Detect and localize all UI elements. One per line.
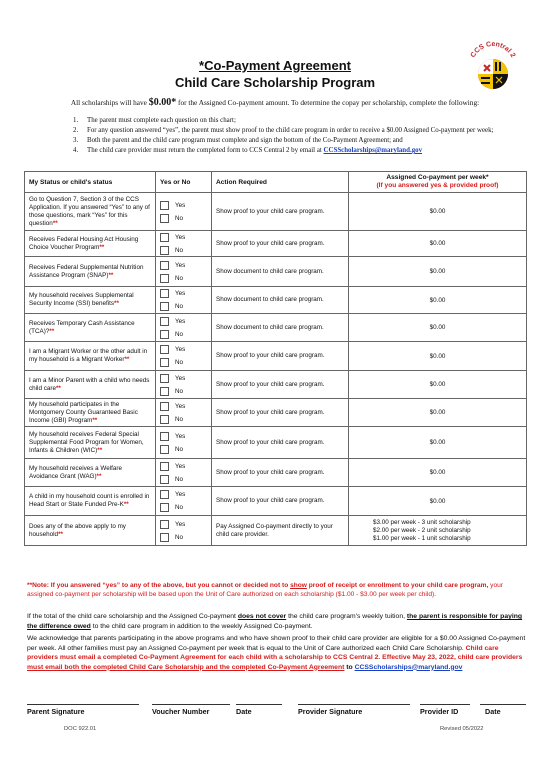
no-checkbox[interactable] — [160, 445, 169, 454]
copay-tier: $3.00 per week - 3 unit scholarship — [373, 518, 471, 526]
date-label-1: Date — [236, 707, 252, 716]
doc-number: DOC 922.01 — [64, 726, 97, 732]
status-question: A child in my household count is enrolled in Head Start or State Funded Pre-K** — [25, 487, 156, 516]
no-checkbox[interactable] — [160, 214, 169, 223]
action-required: Show proof to your child care program. — [212, 193, 349, 231]
table-row — [25, 399, 527, 427]
yes-checkbox[interactable] — [160, 201, 169, 210]
copay-tier: $1.00 per week - 1 unit scholarship — [373, 534, 471, 542]
header-action: Action Required — [212, 172, 349, 193]
step-1: 1. The parent must complete each question on this chart; — [73, 117, 236, 124]
no-option[interactable] — [160, 503, 207, 513]
no-option[interactable] — [160, 474, 207, 484]
yes-no-cell — [156, 487, 212, 516]
yes-label: Yes — [175, 432, 186, 440]
no-checkbox[interactable] — [160, 415, 169, 424]
action-required: Show document to child care program. — [212, 287, 349, 314]
status-question: Go to Question 7, Section 3 of the CCS Application. If you answered “Yes” to any of those questions, mark “Yes” for this question** — [25, 193, 156, 231]
action-required: Show document to child care program. — [212, 257, 349, 287]
status-question: My household participates in the Montgomery County Guaranteed Basic Income (GBI) Program** — [25, 399, 156, 427]
yes-no-cell — [156, 516, 212, 546]
yes-option[interactable] — [160, 490, 207, 500]
action-required: Show proof to your child care program. — [212, 459, 349, 487]
yes-no-cell — [156, 314, 212, 342]
action-required: Show proof to your child care program. — [212, 487, 349, 516]
yes-checkbox[interactable] — [160, 233, 169, 242]
table-header-row — [25, 172, 527, 193]
copay-amount: $0.00 — [349, 487, 527, 516]
yes-checkbox[interactable] — [160, 374, 169, 383]
copay-amount: $0.00 — [349, 371, 527, 399]
table-row — [25, 314, 527, 342]
no-label: No — [175, 214, 184, 222]
header-copay: Assigned Co-payment per week* (If you answered yes & provided proof) — [349, 172, 527, 193]
yes-option[interactable] — [160, 345, 207, 355]
date-line-2[interactable] — [480, 704, 526, 705]
copay-tier: $2.00 per week - 2 unit scholarship — [373, 526, 471, 534]
copay-amount-tiers — [349, 516, 527, 546]
yes-no-cell — [156, 287, 212, 314]
document-subtitle: Child Care Scholarship Program — [174, 75, 376, 90]
parent-signature-label: Parent Signature — [27, 707, 85, 716]
yes-option[interactable] — [160, 519, 207, 529]
no-checkbox[interactable] — [160, 358, 169, 367]
yes-label: Yes — [175, 346, 186, 353]
yes-checkbox[interactable] — [160, 261, 169, 270]
no-label: No — [175, 504, 184, 511]
voucher-number-label: Voucher Number — [152, 707, 210, 716]
table-row — [25, 371, 527, 399]
yes-checkbox[interactable] — [160, 402, 169, 411]
no-option[interactable] — [160, 273, 207, 283]
status-question: I am a Minor Parent with a child who needs child care** — [25, 371, 156, 399]
status-question: Receives Temporary Cash Assistance (TCA)?** — [25, 314, 156, 342]
yes-option[interactable] — [160, 316, 207, 326]
no-label: No — [175, 445, 184, 453]
table-row — [25, 342, 527, 371]
yes-label: Yes — [175, 402, 186, 410]
yes-label: Yes — [175, 261, 186, 269]
action-required: Show document to child care program. — [212, 314, 349, 342]
yes-checkbox[interactable] — [160, 462, 169, 471]
no-label: No — [175, 533, 184, 541]
intro-post: for the Assigned Co-payment amount. To determine the copay per scholarship, complete the following: — [178, 98, 480, 107]
yes-option[interactable] — [160, 289, 207, 299]
no-label: No — [175, 274, 184, 282]
date-line-1[interactable] — [236, 704, 282, 705]
revision-date: Revised 05/2022 — [440, 726, 484, 732]
no-option[interactable] — [160, 358, 207, 368]
copay-amount: $0.00 — [349, 342, 527, 371]
yes-no-cell — [156, 459, 212, 487]
provider-signature-line[interactable] — [298, 704, 410, 705]
table-row — [25, 487, 527, 516]
table-row — [25, 231, 527, 257]
step-2: 2. For any question answered “yes”, the parent must show proof to the child care program in order to receive a $0.00 Assigned Co-payment per week; — [73, 127, 494, 134]
table-row-final — [25, 516, 527, 546]
copay-amount: $0.00 — [349, 231, 527, 257]
no-checkbox[interactable] — [160, 503, 169, 512]
yes-option[interactable] — [160, 373, 207, 383]
yes-no-cell — [156, 342, 212, 371]
no-label: No — [175, 246, 184, 254]
copay-amount: $0.00 — [349, 314, 527, 342]
intro-amount: $0.00* — [148, 97, 177, 108]
status-question: My household receives Supplemental Security Income (SSI) benefits** — [25, 287, 156, 314]
no-checkbox[interactable] — [160, 387, 169, 396]
provider-signature-label: Provider Signature — [298, 707, 363, 716]
table-row — [25, 193, 527, 231]
yes-no-cell — [156, 427, 212, 459]
no-label: No — [175, 330, 184, 338]
status-question: Receives Federal Supplemental Nutrition Assistance Program (SNAP)** — [25, 257, 156, 287]
status-question: I am a Migrant Worker or the other adult in my household is a Migrant Worker** — [25, 342, 156, 371]
status-question: Receives Federal Housing Act Housing Choice Voucher Program** — [25, 231, 156, 257]
yes-option[interactable] — [160, 431, 207, 441]
action-required: Pay Assigned Co-payment directly to your child care provider. — [212, 516, 349, 546]
provider-id-line[interactable] — [420, 704, 470, 705]
yes-checkbox[interactable] — [160, 345, 169, 354]
no-label: No — [175, 359, 184, 366]
status-question: Does any of the above apply to my household** — [25, 516, 156, 546]
copay-amount: $0.00 — [349, 257, 527, 287]
note-paragraph: **Note: If you answered “yes” to any of the above, but you cannot or decided not to show proof of receipt or enrollment to your child care program, your assigned co-payment per scholarship will be based upon the Unit of Care authorized on each scholarship ($1.00 - $3.00 per week per child). — [27, 582, 503, 598]
copay-amount: $0.00 — [349, 193, 527, 231]
yes-no-cell — [156, 371, 212, 399]
svg-text:CCS Central 2: CCS Central 2 — [469, 40, 517, 59]
yes-checkbox[interactable] — [160, 289, 169, 298]
no-checkbox[interactable] — [160, 274, 169, 283]
header-yes-no: Yes or No — [156, 172, 212, 193]
action-required: Show proof to your child care program. — [212, 399, 349, 427]
yes-label: Yes — [175, 520, 186, 528]
no-checkbox[interactable] — [160, 246, 169, 255]
no-option[interactable] — [160, 245, 207, 255]
copay-amount: $0.00 — [349, 427, 527, 459]
action-required: Show proof to your child care program. — [212, 231, 349, 257]
acknowledgement-paragraph: We acknowledge that parents participating in the above programs and who have shown proof to their child care provider are eligible for a $0.00 Assigned Co-payment per week. All other families must pay an Assigned Co-payment per week that is equal to the Unit of Care authorized each Child Care Scholarship. Child care providers must email a completed Co-Payment Agreement for each child with a scholarship to CCS Central 2. Effective May 23, 2022, child care providers must email both the completed Child Care Scholarship and the completed Co-Payment Agreement to CCSScholarships@maryland.gov — [27, 635, 526, 671]
yes-label: Yes — [175, 233, 186, 241]
step-4: 4. The child care provider must return the completed form to CCS Central 2 by email at CCSScholarships@maryland.gov — [73, 147, 423, 154]
no-label: No — [175, 475, 184, 483]
yes-option[interactable] — [160, 401, 207, 411]
yes-option[interactable] — [160, 461, 207, 471]
no-option[interactable] — [160, 302, 207, 312]
parent-signature-line[interactable] — [27, 704, 139, 705]
table-row — [25, 257, 527, 287]
copay-table — [24, 171, 527, 546]
intro-text — [0, 97, 550, 108]
no-label: No — [175, 303, 184, 310]
email-link[interactable]: CCSScholarships@maryland.gov — [323, 147, 423, 154]
yes-label: Yes — [175, 317, 186, 325]
step-3: 3. Both the parent and the child care program must complete and sign the bottom of the Co-Payment Agreement; and — [73, 137, 403, 144]
action-required: Show proof to your child care program. — [212, 427, 349, 459]
status-question: My household receives Federal Special Supplemental Food Program for Women, Infants & Children (WIC)** — [25, 427, 156, 459]
no-option[interactable] — [160, 213, 207, 223]
yes-label: Yes — [175, 374, 186, 382]
copay-amount: $0.00 — [349, 399, 527, 427]
no-option[interactable] — [160, 444, 207, 454]
yes-checkbox[interactable] — [160, 317, 169, 326]
voucher-number-line[interactable] — [152, 704, 230, 705]
no-option[interactable] — [160, 414, 207, 424]
yes-option[interactable] — [160, 200, 207, 210]
no-option[interactable] — [160, 386, 207, 396]
yes-option[interactable] — [160, 260, 207, 270]
yes-no-cell — [156, 399, 212, 427]
yes-no-cell — [156, 231, 212, 257]
yes-label: Yes — [175, 290, 186, 297]
no-option[interactable] — [160, 329, 207, 339]
action-required: Show proof to your child care program. — [212, 342, 349, 371]
action-required: Show proof to your child care program. — [212, 371, 349, 399]
no-label: No — [175, 415, 184, 423]
yes-checkbox[interactable] — [160, 490, 169, 499]
no-checkbox[interactable] — [160, 302, 169, 311]
yes-no-cell — [156, 193, 212, 231]
provider-id-label: Provider ID — [420, 707, 459, 716]
yes-label: Yes — [175, 491, 186, 498]
document-title: *Co-Payment Agreement — [199, 58, 351, 73]
no-checkbox[interactable] — [160, 533, 169, 542]
yes-label: Yes — [175, 462, 186, 470]
yes-checkbox[interactable] — [160, 432, 169, 441]
yes-label: Yes — [175, 201, 186, 209]
email-link-2[interactable]: CCSScholarships@maryland.gov — [354, 663, 463, 671]
responsibility-paragraph: If the total of the child care scholarship and the Assigned Co-payment does not cover the child care program's weekly tuition, the parent is responsible for paying the difference owed to the child care program in addition to the weekly Assigned Co-payment. — [27, 613, 523, 630]
yes-option[interactable] — [160, 232, 207, 242]
intro-pre: All scholarships will have — [70, 98, 147, 107]
no-label: No — [175, 387, 184, 395]
status-question: My household receives a Welfare Avoidance Grant (WAG)** — [25, 459, 156, 487]
table-row — [25, 287, 527, 314]
copay-amount: $0.00 — [349, 287, 527, 314]
yes-checkbox[interactable] — [160, 520, 169, 529]
copay-amount: $0.00 — [349, 459, 527, 487]
no-checkbox[interactable] — [160, 475, 169, 484]
instruction-steps — [73, 116, 513, 156]
header-status: My Status or child's status — [25, 172, 156, 193]
no-option[interactable] — [160, 532, 207, 542]
table-row — [25, 459, 527, 487]
no-checkbox[interactable] — [160, 330, 169, 339]
yes-no-cell — [156, 257, 212, 287]
table-row — [25, 427, 527, 459]
date-label-2: Date — [485, 707, 501, 716]
